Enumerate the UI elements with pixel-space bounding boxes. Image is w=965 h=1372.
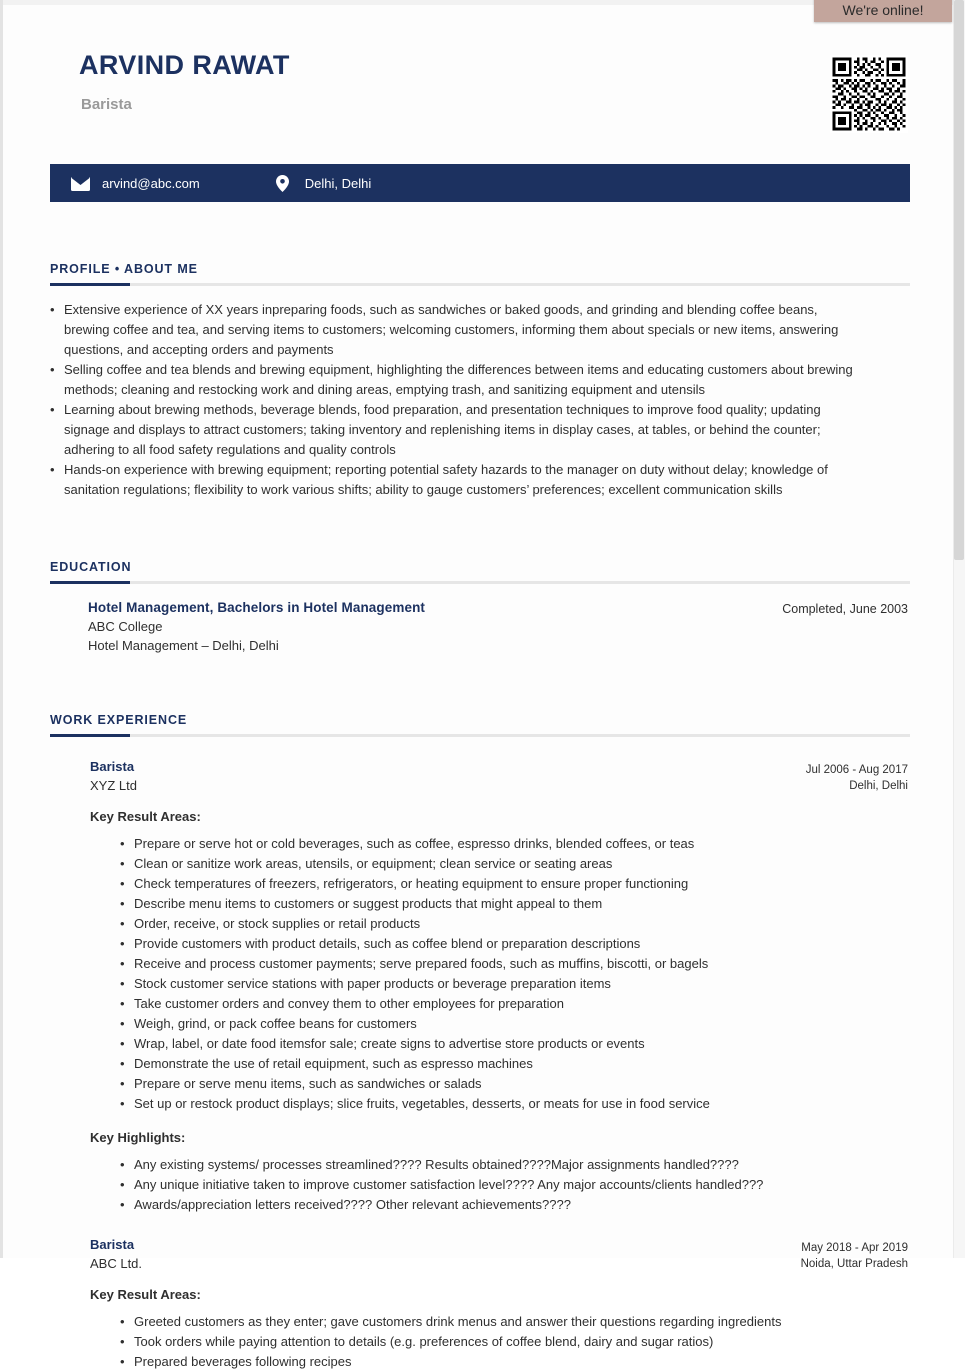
section-title-work-experience: WORK EXPERIENCE bbox=[50, 713, 188, 727]
key-highlights-list bbox=[120, 1155, 880, 1215]
list-item: • Stock customer service stations with paper products or beverage preparation items bbox=[120, 974, 880, 994]
education-detail: Hotel Management – Delhi, Delhi bbox=[88, 638, 279, 653]
list-item: • Any existing systems/ processes streamlined???? Results obtained????Major assignments handled???? bbox=[120, 1155, 880, 1175]
education-institution: ABC College bbox=[88, 619, 163, 634]
list-item: • Learning about brewing methods, beverage blends, food preparation, and presentation techniques to improve food quality; updating signage and displays to attract customers; taking inventory and replenishing items in display cases, at tables, or behind the counter; adhering to all food safety regulations and quality controls bbox=[50, 400, 862, 460]
list-item: • Describe menu items to customers or suggest products that might appeal to them bbox=[120, 894, 880, 914]
list-item: • Hands-on experience with brewing equipment; reporting potential safety hazards to the manager on duty without delay; knowledge of sanitation regulations; flexibility to work various shifts; ability to gauge customers’ preferences; excellent communication skills bbox=[50, 460, 862, 500]
qr-code-icon bbox=[830, 53, 908, 135]
envelope-icon bbox=[70, 175, 90, 191]
section-work-experience bbox=[0, 713, 948, 1372]
section-title-education: EDUCATION bbox=[50, 560, 132, 574]
contact-location[interactable] bbox=[273, 174, 371, 191]
key-result-areas-list bbox=[120, 834, 880, 1114]
key-result-areas-list bbox=[120, 1312, 880, 1372]
list-item: • Demonstrate the use of retail equipment, such as espresso machines bbox=[120, 1054, 880, 1074]
list-item: • Weigh, grind, or pack coffee beans for customers bbox=[120, 1014, 880, 1034]
list-item: • Prepared beverages following recipes bbox=[120, 1352, 880, 1372]
section-divider bbox=[50, 581, 910, 584]
contact-email-text: arvind@abc.com bbox=[102, 175, 200, 191]
job-entry bbox=[90, 759, 908, 1215]
job-dates: Jul 2006 - Aug 2017 bbox=[805, 764, 908, 776]
education-entries bbox=[50, 600, 908, 653]
list-item: • Selling coffee and tea blends and brewing equipment, highlighting the differences between items and educating customers about brewing methods; cleaning and restocking work and dining areas, emptying trash, and sanitizing equipment and utensils bbox=[50, 360, 862, 400]
section-divider bbox=[50, 283, 910, 286]
job-location: Noida, Uttar Pradesh bbox=[800, 1258, 908, 1270]
list-item: • Prepare or serve menu items, such as sandwiches or salads bbox=[120, 1074, 880, 1094]
list-item: • Greeted customers as they enter; gave customers drink menus and answer their questions regarding ingredients bbox=[120, 1312, 880, 1332]
job-role-subtitle: Barista bbox=[81, 96, 132, 113]
chat-online-badge[interactable]: We're online! bbox=[814, 0, 952, 22]
job-entries bbox=[50, 759, 908, 1372]
job-location: Delhi, Delhi bbox=[849, 780, 908, 792]
list-item: • Any unique initiative taken to improve customer satisfaction level???? Any major accounts/clients handled??? bbox=[120, 1175, 880, 1195]
list-item: • Set up or restock product displays; slice fruits, vegetables, desserts, or meats for use in food service bbox=[120, 1094, 880, 1114]
list-item: • Order, receive, or stock supplies or retail products bbox=[120, 914, 880, 934]
section-profile bbox=[0, 262, 948, 500]
key-result-areas-label: Key Result Areas: bbox=[90, 1287, 201, 1302]
education-status: Completed, June 2003 bbox=[782, 602, 908, 616]
job-dates: May 2018 - Apr 2019 bbox=[801, 1242, 908, 1254]
section-title-profile: PROFILE • ABOUT ME bbox=[50, 262, 198, 276]
list-item: • Provide customers with product details, such as coffee blend or preparation descriptions bbox=[120, 934, 880, 954]
map-pin-icon bbox=[273, 174, 293, 191]
contact-location-text: Delhi, Delhi bbox=[304, 175, 372, 191]
section-divider bbox=[50, 734, 910, 737]
list-item: • Clean or sanitize work areas, utensils, or equipment; clean service or seating areas bbox=[120, 854, 880, 874]
job-title: Barista bbox=[90, 1237, 135, 1252]
job-meta bbox=[801, 1240, 908, 1272]
contact-bar bbox=[50, 164, 910, 202]
key-result-areas-label: Key Result Areas: bbox=[90, 809, 201, 824]
list-item: • Wrap, label, or date food itemsfor sale; create signs to advertise store products or events bbox=[120, 1034, 880, 1054]
job-title: Barista bbox=[90, 759, 135, 774]
page-scrollbar-thumb[interactable] bbox=[954, 0, 964, 560]
job-company: XYZ Ltd bbox=[90, 778, 137, 793]
list-item: • Receive and process customer payments; serve prepared foods, such as muffins, biscotti, or bagels bbox=[120, 954, 880, 974]
key-highlights-label: Key Highlights: bbox=[90, 1130, 186, 1145]
resume-header bbox=[0, 5, 948, 150]
resume-document bbox=[0, 5, 948, 1372]
job-entry bbox=[90, 1237, 908, 1372]
section-education bbox=[0, 560, 948, 653]
list-item: • Extensive experience of XX years inpreparing foods, such as sandwiches or baked goods, and grinding and blending coffee beans, brewing coffee and tea, and serving items to customers; welcoming customers, informing them about specials or new items, answering questions, and accepting orders and payments bbox=[50, 300, 862, 360]
job-meta bbox=[806, 762, 908, 794]
education-entry bbox=[88, 600, 908, 653]
list-item: • Check temperatures of freezers, refrigerators, or heating equipment to ensure proper functioning bbox=[120, 874, 880, 894]
education-degree: Hotel Management, Bachelors in Hotel Management bbox=[88, 600, 426, 615]
list-item: • Take customer orders and convey them to other employees for preparation bbox=[120, 994, 880, 1014]
list-item: • Prepare or serve hot or cold beverages, such as coffee, espresso drinks, blended coffees, or teas bbox=[120, 834, 880, 854]
contact-email[interactable] bbox=[70, 175, 200, 191]
page-scrollbar-track[interactable] bbox=[953, 0, 965, 1258]
page-title: ARVIND RAWAT bbox=[79, 50, 290, 80]
list-item: • Took orders while paying attention to details (e.g. preferences of coffee blend, dairy and sugar ratios) bbox=[120, 1332, 880, 1352]
job-company: ABC Ltd. bbox=[90, 1256, 143, 1271]
list-item: • Awards/appreciation letters received???? Other relevant achievements???? bbox=[120, 1195, 880, 1215]
profile-bullet-list bbox=[50, 300, 862, 500]
